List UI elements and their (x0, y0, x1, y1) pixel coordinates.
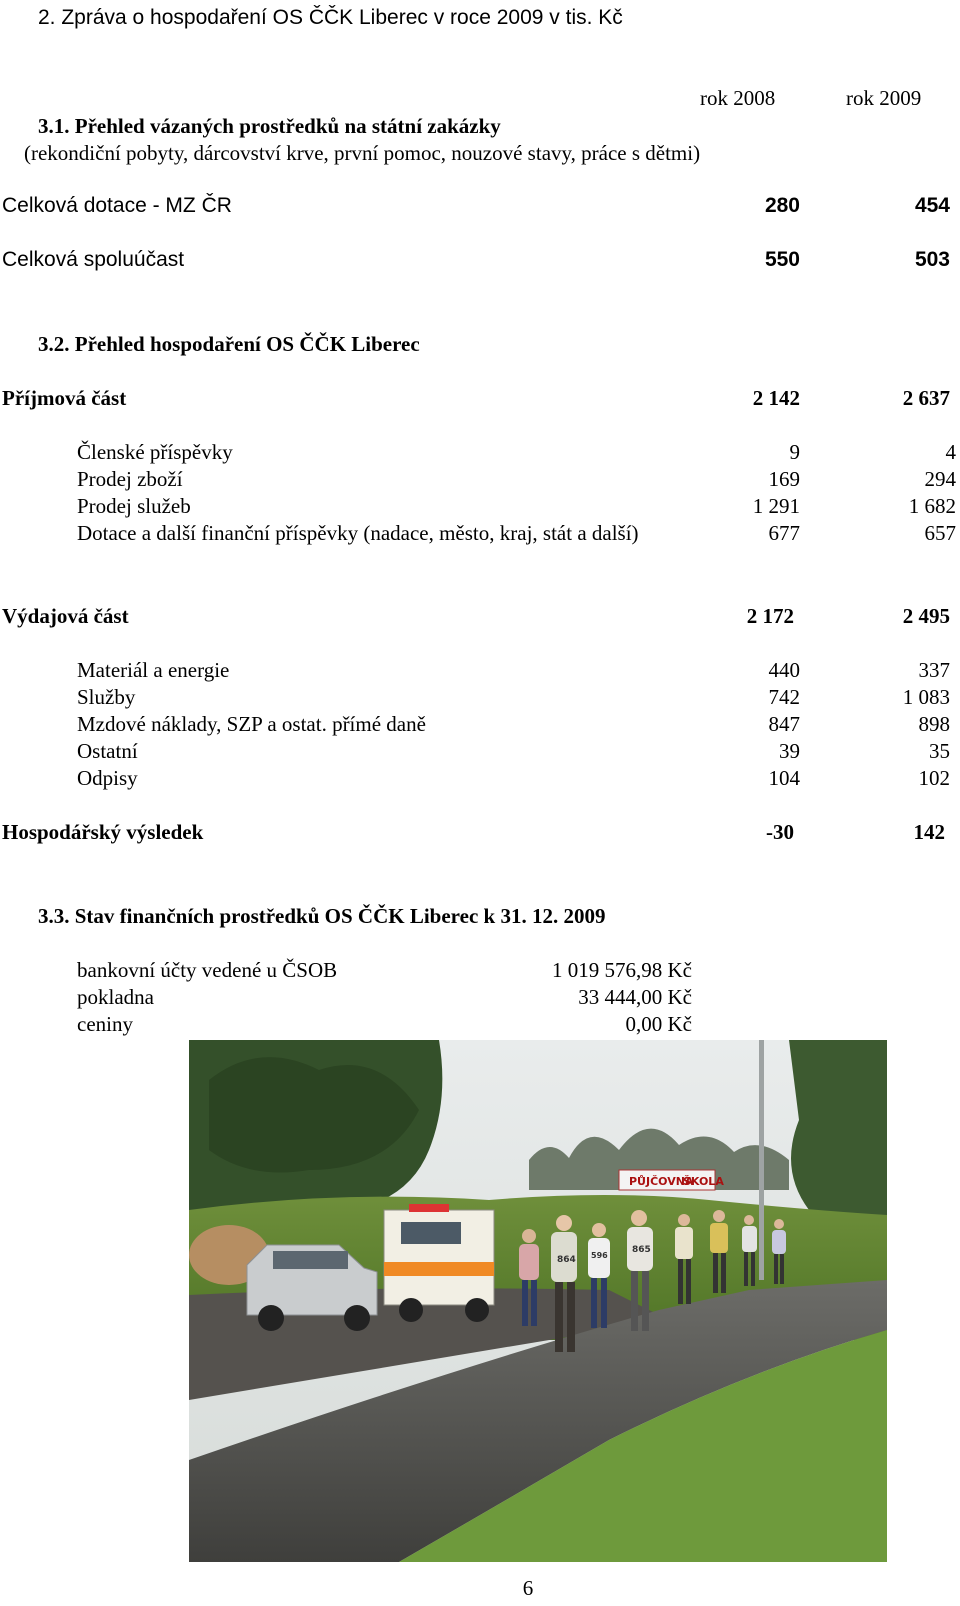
ambulance-illustration (384, 1204, 494, 1322)
section-31-title: 3.1. Přehled vázaných prostředků na státní zakázky (38, 114, 501, 138)
expense-item-label: Mzdové náklady, SZP a ostat. přímé daně (77, 712, 426, 736)
col-header-2008: rok 2008 (700, 86, 776, 110)
expense-total-2008: 2 172 (746, 604, 794, 628)
col-header-2009: rok 2009 (846, 86, 922, 110)
expense-item-label: Ostatní (77, 739, 138, 763)
income-item-2008: 169 (768, 467, 800, 491)
bib-number: 864 (557, 1255, 576, 1265)
expense-item-label: Služby (77, 685, 136, 709)
result-2009: 142 (913, 820, 945, 844)
expense-item-2009: 102 (918, 766, 950, 790)
sign-second: ŠKOLA (683, 1175, 724, 1188)
expense-item-2008: 104 (768, 766, 800, 790)
section-32-title: 3.2. Přehled hospodaření OS ČČK Liberec (38, 332, 420, 356)
funds-value: 33 444,00 Kč (578, 985, 692, 1009)
expense-item-2009: 35 (929, 739, 950, 763)
funds-label: bankovní účty vedené u ČSOB (77, 958, 338, 982)
row-value-dotace-2009: 454 (914, 194, 950, 217)
income-item-label: Členské příspěvky (77, 440, 233, 464)
income-total-2008: 2 142 (752, 386, 800, 410)
result-label: Hospodářský výsledek (2, 820, 204, 844)
section-31-subtitle: (rekondiční pobyty, dárcovství krve, první pomoc, nouzové stavy, práce s dětmi) (24, 141, 701, 165)
funds-value: 1 019 576,98 Kč (552, 958, 692, 982)
expense-label: Výdajová část (2, 604, 129, 628)
income-item-label: Prodej zboží (77, 467, 183, 491)
income-item-2008: 9 (789, 440, 800, 464)
income-item-2008: 1 291 (752, 494, 800, 518)
income-total-2009: 2 637 (902, 386, 950, 410)
sign-main: PŮJČOVNA (629, 1175, 694, 1188)
row-label-spoluucast: Celková spoluúčast (2, 248, 185, 271)
section-33-title: 3.3. Stav finančních prostředků OS ČČK Liberec k 31. 12. 2009 (38, 904, 606, 928)
income-item-2009: 4 (945, 440, 956, 464)
expense-item-2009: 898 (918, 712, 950, 736)
income-item-label: Dotace a další finanční příspěvky (nadace, město, kraj, stát a další) (77, 521, 639, 545)
expense-item-2008: 39 (779, 739, 800, 763)
page-heading: 2. Zpráva o hospodaření OS ČČK Liberec v roce 2009 v tis. Kč (38, 6, 623, 29)
expense-item-label: Materiál a energie (77, 658, 230, 682)
bib-number: 596 (591, 1251, 608, 1260)
expense-item-label: Odpisy (77, 766, 138, 790)
expense-total-2009: 2 495 (902, 604, 950, 628)
row-value-dotace-2008: 280 (764, 194, 800, 217)
bib-number: 865 (632, 1245, 651, 1255)
expense-item-2009: 337 (918, 658, 950, 682)
event-photo (189, 1040, 887, 1562)
funds-label: pokladna (77, 985, 154, 1009)
row-label-dotace: Celková dotace - MZ ČR (2, 194, 232, 217)
income-item-2009: 1 682 (908, 494, 956, 518)
income-label: Příjmová část (2, 386, 127, 410)
funds-label: ceniny (77, 1012, 133, 1036)
income-item-2009: 657 (924, 521, 956, 545)
expense-item-2008: 440 (768, 658, 800, 682)
expense-item-2009: 1 083 (902, 685, 950, 709)
result-2008: -30 (766, 820, 794, 844)
expense-item-2008: 742 (768, 685, 800, 709)
income-item-2009: 294 (924, 467, 956, 491)
income-item-label: Prodej služeb (77, 494, 191, 518)
funds-value: 0,00 Kč (625, 1012, 692, 1036)
expense-item-2008: 847 (768, 712, 800, 736)
income-item-2008: 677 (768, 521, 800, 545)
row-value-spoluucast-2008: 550 (764, 248, 800, 271)
row-value-spoluucast-2009: 503 (914, 248, 950, 271)
page-number: 6 (522, 1576, 534, 1600)
